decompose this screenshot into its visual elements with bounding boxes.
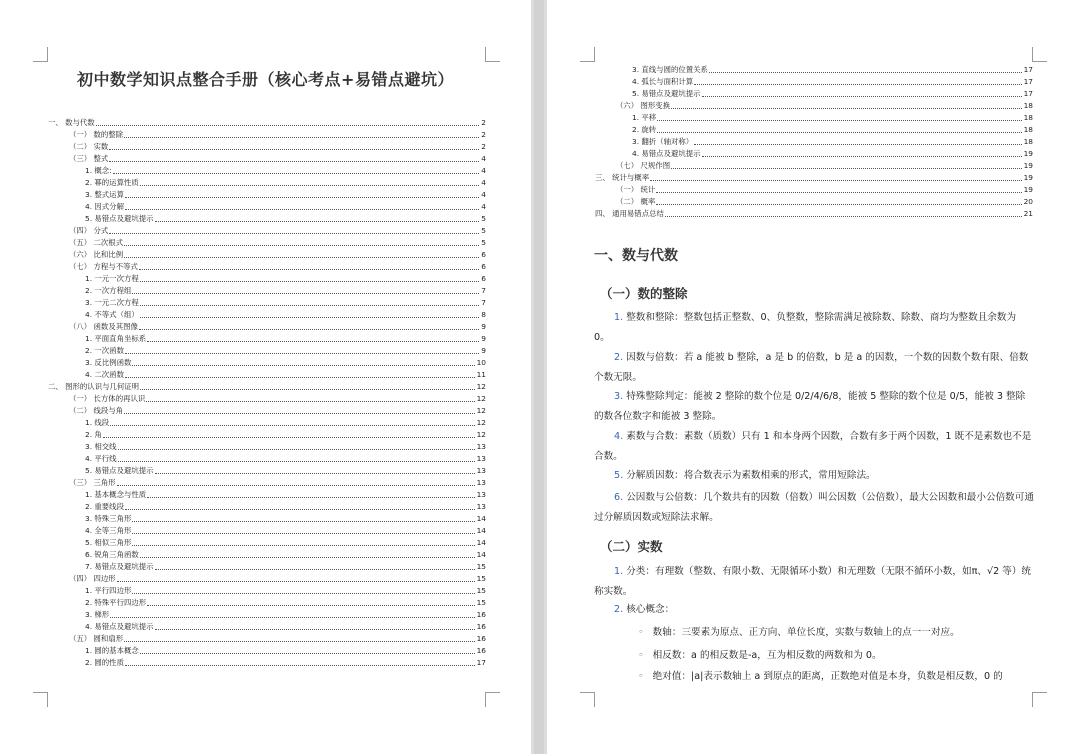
- toc-page-number: 14: [476, 526, 486, 535]
- toc-entry[interactable]: [595, 88, 1033, 99]
- toc-entry-title: 1. 平面直角坐标系: [85, 334, 147, 343]
- item-number: 5.: [614, 470, 624, 481]
- toc-entry-title: 4. 平行线: [85, 454, 117, 463]
- toc-page-number: 17: [1023, 89, 1033, 98]
- toc-page-number: 18: [1023, 113, 1033, 122]
- toc-entry[interactable]: [48, 237, 486, 248]
- toc-leader-dots: [132, 593, 474, 594]
- paragraph-text: 整数和整除：整数包括正整数、0、负整数，整除需满足被除数、除数、商均为整数且余数为 0。: [594, 312, 1017, 343]
- toc-leader-dots: [140, 557, 475, 558]
- toc-leader-dots: [110, 425, 474, 426]
- toc-entry[interactable]: [48, 249, 486, 260]
- paragraph-text: 分解质因数：将合数表示为素数相乘的形式，常用短除法。: [626, 470, 876, 481]
- toc-entry-title: 3. 反比例函数: [85, 358, 132, 367]
- item-number: 6.: [614, 492, 624, 503]
- toc-entry-title: 3. 一元二次方程: [85, 298, 139, 307]
- toc-entry[interactable]: [48, 477, 486, 488]
- toc-entry[interactable]: [48, 117, 486, 128]
- toc-entry[interactable]: [48, 141, 486, 152]
- paragraph: [594, 308, 1034, 348]
- toc-page-number: 19: [1023, 161, 1033, 170]
- toc-entry[interactable]: [48, 429, 486, 440]
- bullet-icon: ◦: [638, 650, 644, 661]
- toc-page-number: 7: [481, 298, 486, 307]
- toc-entry[interactable]: [595, 208, 1033, 219]
- toc-leader-dots: [702, 156, 1022, 157]
- toc-page-number: 18: [1023, 137, 1033, 146]
- toc-page-number: 16: [476, 634, 486, 643]
- item-number: 4.: [614, 431, 624, 442]
- toc-leader-dots: [140, 389, 475, 390]
- toc-leader-dots: [118, 461, 475, 462]
- toc-leader-dots: [125, 377, 475, 378]
- toc-leader-dots: [124, 257, 479, 258]
- toc-page-number: 19: [1023, 185, 1033, 194]
- paragraph-text: 素数与合数：素数（质数）只有 1 和本身两个因数，合数有多于两个因数，1 既不是素数也不是合数。: [594, 431, 1032, 462]
- toc-entry-title: 1. 基本概念与性质: [85, 490, 147, 499]
- crop-mark: [580, 47, 595, 62]
- bullet-text: 相反数：a 的相反数是-a，互为相反数的两数和为 0。: [652, 650, 882, 661]
- toc-page-number: 5: [481, 226, 486, 235]
- paragraph-text: 核心概念：: [626, 604, 675, 615]
- toc-page-number: 12: [476, 406, 486, 415]
- toc-page-number: 12: [476, 382, 486, 391]
- paragraph: [594, 348, 1034, 388]
- toc-entry-title: （一） 统计: [616, 185, 656, 194]
- toc-leader-dots: [139, 269, 479, 270]
- toc-entry-title: 4. 二次函数: [85, 370, 124, 379]
- toc-leader-dots: [155, 221, 480, 222]
- bullet-item: [638, 646, 1034, 666]
- toc-page-number: 15: [476, 562, 486, 571]
- toc-entry[interactable]: [48, 441, 486, 452]
- toc-entry-title: 3. 直线与圆的位置关系: [632, 65, 708, 74]
- toc-leader-dots: [124, 137, 479, 138]
- item-number: 1.: [614, 566, 624, 577]
- toc-leader-dots: [117, 485, 475, 486]
- toc-leader-dots: [132, 365, 474, 366]
- toc-entry-title: 1. 概念:: [85, 166, 112, 175]
- paragraph: [594, 387, 1034, 427]
- toc-entry[interactable]: [595, 136, 1033, 147]
- toc-entry-title: （一） 长方体的再认识: [69, 394, 146, 403]
- toc-entry[interactable]: [48, 513, 486, 524]
- toc-entry-title: 2. 幂的运算性质: [85, 178, 139, 187]
- toc-entry-title: 5. 相似三角形: [85, 538, 132, 547]
- toc-page-number: 5: [481, 214, 486, 223]
- toc-leader-dots: [140, 281, 480, 282]
- toc-entry-title: （三） 整式: [69, 154, 109, 163]
- toc-entry[interactable]: [595, 100, 1033, 111]
- toc-leader-dots: [117, 581, 475, 582]
- toc-page-number: 7: [481, 286, 486, 295]
- toc-entry-title: 4. 易错点及避坑提示: [85, 622, 154, 631]
- toc-entry[interactable]: [48, 573, 486, 584]
- toc-entry[interactable]: [48, 657, 486, 668]
- toc-leader-dots: [118, 449, 475, 450]
- toc-entry[interactable]: [595, 184, 1033, 195]
- toc-page-number: 2: [481, 130, 486, 139]
- toc-page-number: 16: [476, 646, 486, 655]
- toc-entry[interactable]: [48, 537, 486, 548]
- toc-page-number: 4: [481, 154, 486, 163]
- crop-mark: [580, 692, 595, 707]
- toc-entry[interactable]: [595, 160, 1033, 171]
- toc-leader-dots: [709, 72, 1022, 73]
- toc-entry-title: （二） 线段与角: [69, 406, 124, 415]
- paragraph-text: 分类：有理数（整数、有限小数、无限循环小数）和无理数（无限不循环小数，如π、√2 等）统称实数。: [594, 566, 1032, 597]
- item-number: 3.: [614, 391, 624, 402]
- toc-entry-title: 2. 角: [85, 430, 102, 439]
- toc-entry[interactable]: [48, 489, 486, 500]
- toc-page-number: 12: [476, 418, 486, 427]
- toc-page-number: 18: [1023, 125, 1033, 134]
- toc-entry-title: 1. 一元一次方程: [85, 274, 139, 283]
- item-number: 2.: [614, 604, 624, 615]
- toc-entry[interactable]: [48, 297, 486, 308]
- toc-entry[interactable]: [595, 172, 1033, 183]
- toc-leader-dots: [694, 84, 1021, 85]
- toc-page-number: 13: [476, 502, 486, 511]
- toc-entry-title: 1. 平移: [632, 113, 657, 122]
- toc-entry[interactable]: [48, 585, 486, 596]
- toc-leader-dots: [140, 185, 480, 186]
- toc-entry[interactable]: [48, 645, 486, 656]
- toc-entry[interactable]: [48, 129, 486, 140]
- toc-page-number: 17: [1023, 77, 1033, 86]
- toc-entry[interactable]: [595, 76, 1033, 87]
- toc-page-number: 5: [481, 238, 486, 247]
- toc-entry-title: 5. 易错点及避坑提示: [632, 89, 701, 98]
- toc-leader-dots: [140, 317, 480, 318]
- toc-leader-dots: [109, 161, 479, 162]
- toc-entry-title: （七） 方程与不等式: [69, 262, 138, 271]
- bullet-text: 绝对值：|a|表示数轴上 a 到原点的距离，正数绝对值是本身，负数是相反数，0 的: [652, 671, 1003, 682]
- toc-leader-dots: [125, 353, 479, 354]
- toc-page-number: 8: [481, 310, 486, 319]
- toc-entry-title: 1. 线段: [85, 418, 110, 427]
- table-of-contents-continued: [595, 64, 1033, 224]
- toc-page-number: 13: [476, 466, 486, 475]
- toc-entry[interactable]: [48, 285, 486, 296]
- item-number: 1.: [614, 312, 624, 323]
- toc-leader-dots: [139, 329, 479, 330]
- toc-leader-dots: [140, 653, 475, 654]
- toc-page-number: 15: [476, 574, 486, 583]
- document-page-left: [0, 0, 531, 754]
- toc-leader-dots: [702, 96, 1022, 97]
- toc-entry-title: 一、 数与代数: [48, 118, 95, 127]
- toc-page-number: 18: [1023, 101, 1033, 110]
- toc-entry-title: （二） 概率: [616, 197, 656, 206]
- toc-entry-title: 3. 特殊三角形: [85, 514, 132, 523]
- toc-leader-dots: [650, 180, 1022, 181]
- toc-leader-dots: [132, 545, 474, 546]
- paragraph-text: 因数与倍数：若 a 能被 b 整除，a 是 b 的倍数，b 是 a 的因数，一个数的因数个数有限、倍数个数无限。: [594, 352, 1029, 383]
- toc-entry-title: （四） 四边形: [69, 574, 116, 583]
- toc-entry[interactable]: [48, 177, 486, 188]
- bullet-icon: ◦: [638, 627, 644, 638]
- toc-page-number: 13: [476, 478, 486, 487]
- toc-entry-title: （七） 尺规作图: [616, 161, 671, 170]
- toc-page-number: 12: [476, 430, 486, 439]
- toc-page-number: 11: [476, 370, 486, 379]
- toc-leader-dots: [132, 533, 474, 534]
- toc-entry-title: 2. 一次方程组: [85, 286, 132, 295]
- toc-entry[interactable]: [48, 621, 486, 632]
- toc-entry-title: （六） 图形变换: [616, 101, 671, 110]
- toc-entry[interactable]: [48, 381, 486, 392]
- toc-page-number: 13: [476, 442, 486, 451]
- toc-leader-dots: [657, 120, 1021, 121]
- toc-entry[interactable]: [48, 597, 486, 608]
- toc-entry-title: 5. 易错点及避坑提示: [85, 214, 154, 223]
- paragraph-text: 公因数与公倍数：几个数共有的因数（倍数）叫公因数（公倍数），最大公因数和最小公倍数可通过分解质因数或短除法求解。: [594, 492, 1034, 523]
- toc-leader-dots: [124, 641, 475, 642]
- toc-entry[interactable]: [48, 213, 486, 224]
- toc-entry[interactable]: [48, 309, 486, 320]
- toc-leader-dots: [132, 521, 474, 522]
- toc-page-number: 4: [481, 190, 486, 199]
- toc-page-number: 4: [481, 178, 486, 187]
- toc-leader-dots: [132, 293, 479, 294]
- toc-entry[interactable]: [48, 189, 486, 200]
- toc-page-number: 6: [481, 262, 486, 271]
- toc-entry[interactable]: [48, 465, 486, 476]
- toc-entry-title: 6. 锐角三角函数: [85, 550, 139, 559]
- toc-leader-dots: [147, 341, 479, 342]
- toc-leader-dots: [124, 245, 479, 246]
- toc-entry-title: 4. 易错点及避坑提示: [632, 149, 701, 158]
- toc-page-number: 21: [1023, 209, 1033, 218]
- toc-entry-title: （一） 数的整除: [69, 130, 124, 139]
- toc-page-number: 9: [481, 346, 486, 355]
- toc-leader-dots: [656, 192, 1021, 193]
- crop-mark: [33, 692, 48, 707]
- toc-leader-dots: [657, 132, 1021, 133]
- toc-page-number: 10: [476, 358, 486, 367]
- paragraph: [594, 427, 1034, 467]
- item-number: 2.: [614, 352, 624, 363]
- toc-entry-title: （二） 实数: [69, 142, 109, 151]
- toc-entry[interactable]: [48, 165, 486, 176]
- toc-page-number: 15: [476, 598, 486, 607]
- toc-leader-dots: [125, 197, 479, 198]
- toc-leader-dots: [125, 209, 479, 210]
- toc-entry-title: 4. 因式分解: [85, 202, 124, 211]
- document-title: 初中数学知识点整合手册（核心考点+易错点避坑）: [77, 70, 454, 89]
- toc-page-number: 12: [476, 394, 486, 403]
- crop-mark: [1032, 692, 1047, 707]
- toc-entry-title: 4. 不等式（组）: [85, 310, 139, 319]
- section-heading: 一、数与代数: [594, 248, 678, 264]
- toc-entry-title: 2. 圆的性质: [85, 658, 124, 667]
- toc-page-number: 14: [476, 514, 486, 523]
- document-page-right: [547, 0, 1080, 754]
- toc-entry[interactable]: [48, 333, 486, 344]
- toc-page-number: 16: [476, 622, 486, 631]
- toc-entry[interactable]: [48, 225, 486, 236]
- toc-entry-title: 三、 统计与概率: [595, 173, 650, 182]
- toc-page-number: 6: [481, 250, 486, 259]
- toc-leader-dots: [140, 305, 480, 306]
- toc-entry-title: 4. 全等三角形: [85, 526, 132, 535]
- toc-entry-title: （三） 三角形: [69, 478, 116, 487]
- toc-entry[interactable]: [48, 633, 486, 644]
- toc-page-number: 9: [481, 322, 486, 331]
- toc-entry[interactable]: [48, 369, 486, 380]
- toc-entry[interactable]: [595, 64, 1033, 75]
- toc-leader-dots: [125, 509, 475, 510]
- toc-page-number: 2: [481, 142, 486, 151]
- toc-leader-dots: [96, 125, 480, 126]
- toc-leader-dots: [109, 149, 479, 150]
- paragraph: [594, 466, 1034, 486]
- toc-leader-dots: [694, 144, 1021, 145]
- toc-page-number: 4: [481, 202, 486, 211]
- toc-page-number: 19: [1023, 149, 1033, 158]
- toc-entry[interactable]: [48, 417, 486, 428]
- table-of-contents: [48, 117, 486, 677]
- toc-leader-dots: [671, 168, 1022, 169]
- toc-entry-title: （五） 二次根式: [69, 238, 124, 247]
- toc-entry[interactable]: [48, 273, 486, 284]
- toc-entry[interactable]: [48, 261, 486, 272]
- page-gutter: [531, 0, 547, 754]
- bullet-text: 数轴：三要素为原点、正方向、单位长度，实数与数轴上的点一一对应。: [652, 627, 960, 638]
- toc-entry[interactable]: [48, 453, 486, 464]
- paragraph: [594, 562, 1034, 602]
- toc-entry-title: 2. 重要线段: [85, 502, 124, 511]
- toc-leader-dots: [155, 629, 475, 630]
- crop-mark: [33, 47, 48, 62]
- toc-entry-title: 四、 通用易错点总结: [595, 209, 664, 218]
- toc-leader-dots: [656, 204, 1021, 205]
- toc-entry[interactable]: [595, 196, 1033, 207]
- toc-leader-dots: [147, 605, 474, 606]
- toc-entry-title: 3. 相交线: [85, 442, 117, 451]
- toc-entry[interactable]: [48, 609, 486, 620]
- toc-entry-title: 3. 梯形: [85, 610, 110, 619]
- toc-entry[interactable]: [48, 201, 486, 212]
- toc-page-number: 16: [476, 610, 486, 619]
- toc-entry-title: 2. 旋转: [632, 125, 657, 134]
- toc-entry[interactable]: [48, 345, 486, 356]
- paragraph-text: 特殊整除判定：能被 2 整除的数个位是 0/2/4/6/8，能被 5 整除的数个位是 0/5，能被 3 整除的数各位数字和能被 3 整除。: [594, 391, 1026, 422]
- crop-mark: [485, 692, 500, 707]
- toc-entry-title: 二、 图形的认识与几何证明: [48, 382, 140, 391]
- toc-page-number: 15: [476, 586, 486, 595]
- toc-entry-title: 5. 易错点及避坑提示: [85, 466, 154, 475]
- toc-entry-title: 1. 平行四边形: [85, 586, 132, 595]
- toc-entry-title: （六） 比和比例: [69, 250, 124, 259]
- subsection-heading: （一）数的整除: [600, 286, 688, 301]
- toc-entry[interactable]: [48, 501, 486, 512]
- toc-entry-title: 4. 弧长与面积计算: [632, 77, 694, 86]
- toc-entry[interactable]: [48, 549, 486, 560]
- toc-entry-title: 3. 整式运算: [85, 190, 124, 199]
- toc-leader-dots: [109, 233, 479, 234]
- toc-page-number: 2: [481, 118, 486, 127]
- toc-leader-dots: [665, 216, 1022, 217]
- toc-entry[interactable]: [48, 405, 486, 416]
- toc-entry-title: （四） 分式: [69, 226, 109, 235]
- toc-page-number: 14: [476, 538, 486, 547]
- toc-page-number: 17: [1023, 65, 1033, 74]
- bullet-icon: ◦: [638, 671, 644, 682]
- toc-page-number: 13: [476, 454, 486, 463]
- toc-page-number: 9: [481, 334, 486, 343]
- toc-leader-dots: [147, 497, 474, 498]
- toc-entry[interactable]: [48, 525, 486, 536]
- crop-mark: [1032, 47, 1047, 62]
- toc-entry[interactable]: [48, 321, 486, 332]
- toc-page-number: 20: [1023, 197, 1033, 206]
- toc-entry-title: （五） 圆和扇形: [69, 634, 124, 643]
- toc-leader-dots: [103, 437, 475, 438]
- toc-entry-title: （八） 函数及其图像: [69, 322, 138, 331]
- toc-entry[interactable]: [595, 124, 1033, 135]
- toc-entry-title: 1. 圆的基本概念: [85, 646, 139, 655]
- paragraph: [594, 600, 1034, 620]
- toc-leader-dots: [155, 569, 475, 570]
- crop-mark: [485, 47, 500, 62]
- toc-entry[interactable]: [48, 393, 486, 404]
- toc-page-number: 19: [1023, 173, 1033, 182]
- toc-page-number: 13: [476, 490, 486, 499]
- toc-entry[interactable]: [595, 112, 1033, 123]
- bullet-item: [638, 667, 1034, 687]
- toc-entry-title: 3. 翻折（轴对称）: [632, 137, 694, 146]
- paragraph: [594, 488, 1034, 528]
- toc-entry[interactable]: [48, 561, 486, 572]
- toc-page-number: 6: [481, 274, 486, 283]
- toc-leader-dots: [110, 617, 474, 618]
- toc-leader-dots: [155, 473, 475, 474]
- subsection-heading: （二）实数: [600, 539, 663, 554]
- toc-entry-title: 2. 特殊平行四边形: [85, 598, 147, 607]
- toc-page-number: 4: [481, 166, 486, 175]
- toc-page-number: 14: [476, 550, 486, 559]
- toc-entry[interactable]: [48, 357, 486, 368]
- toc-leader-dots: [124, 413, 475, 414]
- toc-entry-title: 7. 易错点及避坑提示: [85, 562, 154, 571]
- toc-entry[interactable]: [48, 153, 486, 164]
- bullet-item: [638, 623, 1034, 643]
- toc-leader-dots: [125, 665, 475, 666]
- toc-entry[interactable]: [595, 148, 1033, 159]
- toc-leader-dots: [671, 108, 1022, 109]
- toc-page-number: 17: [476, 658, 486, 667]
- toc-entry-title: 2. 一次函数: [85, 346, 124, 355]
- toc-leader-dots: [113, 173, 480, 174]
- toc-leader-dots: [146, 401, 474, 402]
